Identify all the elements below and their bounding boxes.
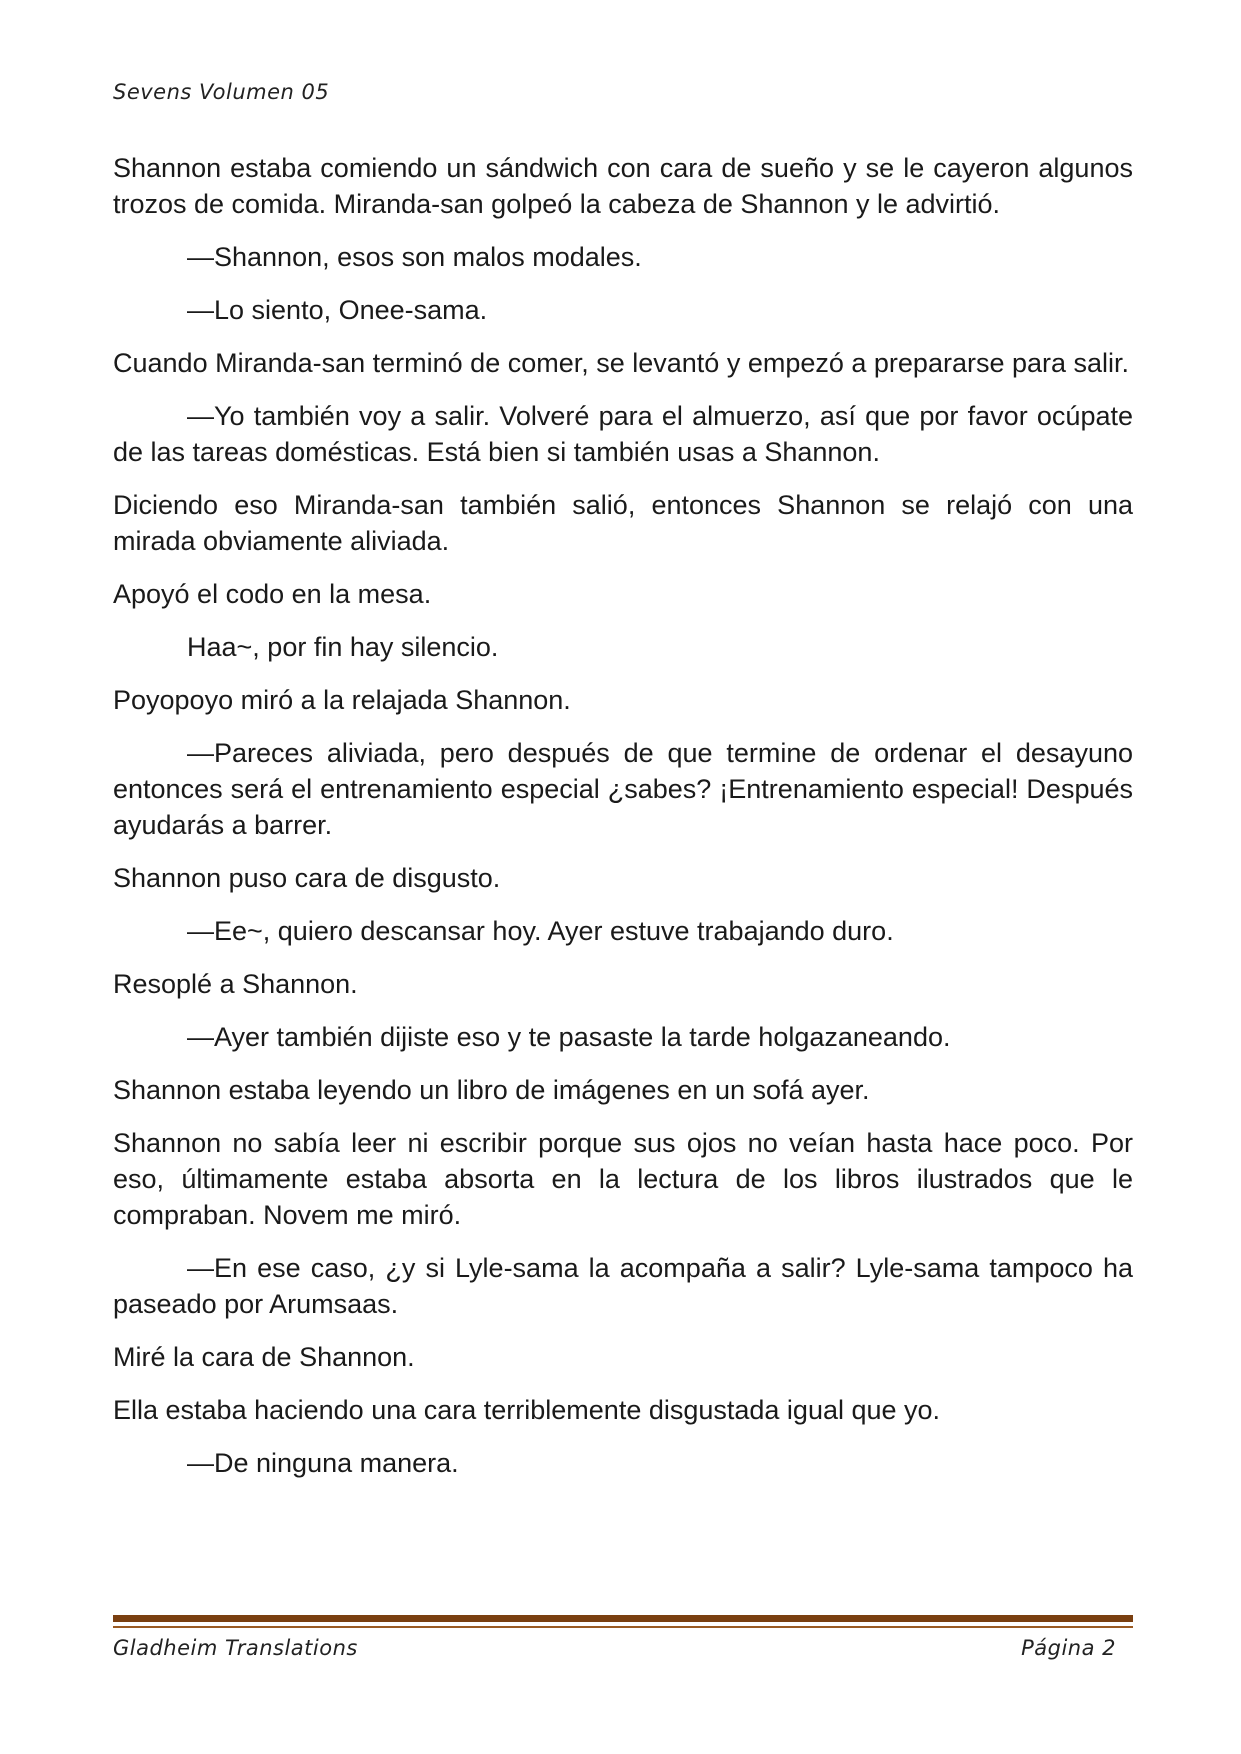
paragraph: Apoyó el codo en la mesa. [113, 579, 432, 609]
page-body [113, 150, 1133, 1498]
dialogue-paragraph: —Lo siento, Onee-sama. [187, 295, 488, 325]
thought-paragraph: Haa~, por fin hay silencio. [187, 632, 499, 662]
paragraph: Diciendo eso Miranda-san también salió, entonces Shannon se relajó con una mirada obviamente aliviada. [113, 490, 1133, 556]
dialogue-paragraph: —Pareces aliviada, pero después de que termine de ordenar el desayuno entonces será el entrenamiento especial ¿sabes? ¡Entrenamiento especial! Después ayudarás a barrer. [113, 738, 1133, 840]
paragraph: Shannon no sabía leer ni escribir porque sus ojos no veían hasta hace poco. Por eso, últimamente estaba absorta en la lectura de los libros ilustrados que le compraban. Novem me miró. [113, 1128, 1133, 1230]
footer-divider-thin [113, 1626, 1133, 1628]
paragraph: Shannon estaba leyendo un libro de imágenes en un sofá ayer. [113, 1075, 870, 1105]
footer-divider [113, 1615, 1133, 1622]
paragraph: Cuando Miranda-san terminó de comer, se levantó y empezó a prepararse para salir. [113, 348, 1130, 378]
paragraph: Shannon puso cara de disgusto. [113, 863, 501, 893]
paragraph: Resoplé a Shannon. [113, 969, 358, 999]
dialogue-paragraph: —Yo también voy a salir. Volveré para el almuerzo, así que por favor ocúpate de las tareas domésticas. Está bien si también usas a Shannon. [113, 401, 1133, 467]
dialogue-paragraph: —En ese caso, ¿y si Lyle-sama la acompaña a salir? Lyle-sama tampoco ha paseado por Arumsaas. [113, 1253, 1133, 1319]
page-number: Página 2 [1021, 1636, 1116, 1660]
dialogue-paragraph: —De ninguna manera. [187, 1448, 459, 1478]
dialogue-paragraph: —Shannon, esos son malos modales. [187, 242, 642, 272]
paragraph: Poyopoyo miró a la relajada Shannon. [113, 685, 571, 715]
running-header: Sevens Volumen 05 [113, 80, 330, 104]
paragraph: Ella estaba haciendo una cara terriblemente disgustada igual que yo. [113, 1395, 941, 1425]
paragraph: Miré la cara de Shannon. [113, 1342, 415, 1372]
dialogue-paragraph: —Ayer también dijiste eso y te pasaste la tarde holgazaneando. [187, 1022, 951, 1052]
footer-publisher: Gladheim Translations [113, 1636, 358, 1660]
paragraph: Shannon estaba comiendo un sándwich con cara de sueño y se le cayeron algunos trozos de comida. Miranda-san golpeó la cabeza de Shannon y le advirtió. [113, 153, 1133, 219]
dialogue-paragraph: —Ee~, quiero descansar hoy. Ayer estuve trabajando duro. [187, 916, 894, 946]
